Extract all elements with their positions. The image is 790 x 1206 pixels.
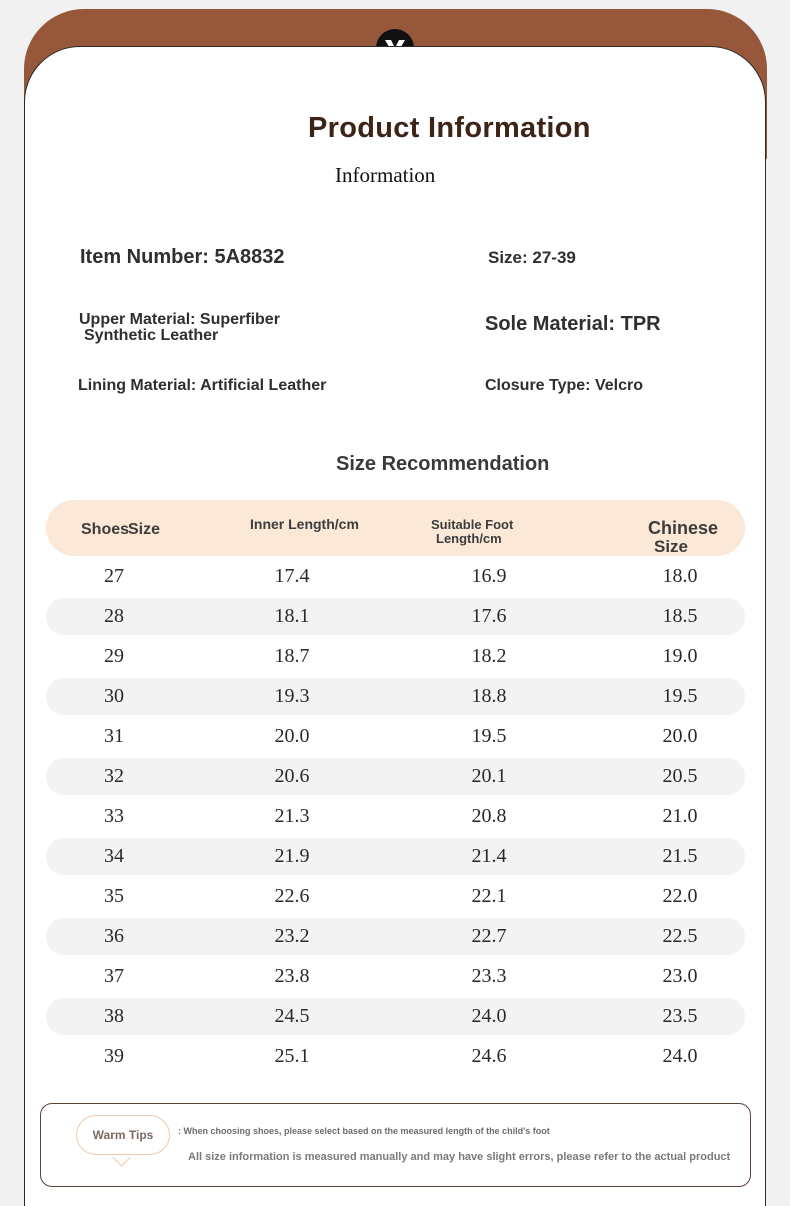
shoe-size-cell: 37 bbox=[104, 965, 124, 987]
shoe-size-cell: 36 bbox=[104, 925, 124, 947]
lining-material: Lining Material: Artificial Leather bbox=[78, 377, 327, 394]
chinese-size-cell: 20.0 bbox=[662, 725, 698, 747]
chinese-size-cell: 19.5 bbox=[662, 685, 698, 707]
table-row bbox=[46, 638, 745, 675]
page-subtitle: Information bbox=[335, 163, 436, 187]
size-table-header bbox=[46, 500, 745, 556]
foot-length-cell: 22.7 bbox=[471, 925, 507, 947]
foot-length-cell: 23.3 bbox=[471, 965, 507, 987]
foot-length-cell: 24.0 bbox=[471, 1005, 507, 1027]
foot-length-cell: 20.8 bbox=[471, 805, 507, 827]
inner-length-cell: 19.3 bbox=[274, 685, 310, 707]
page-title: Product Information bbox=[308, 112, 591, 144]
inner-length-cell: 20.0 bbox=[274, 725, 310, 747]
upper-material-line2: Synthetic Leather bbox=[84, 327, 219, 344]
header-chinese-size-line1: Chinese bbox=[648, 518, 719, 538]
foot-length-cell: 16.9 bbox=[471, 565, 507, 587]
chinese-size-cell: 19.0 bbox=[662, 645, 698, 667]
foot-length-cell: 22.1 bbox=[471, 885, 507, 907]
table-row bbox=[46, 998, 745, 1035]
closure-type: Closure Type: Velcro bbox=[485, 377, 643, 394]
foot-length-cell: 20.1 bbox=[471, 765, 507, 787]
table-row bbox=[46, 598, 745, 635]
tips-text-line1: : When choosing shoes, please select based on the measured length of the child's foot bbox=[178, 1126, 550, 1136]
size-recommendation-title: Size Recommendation bbox=[336, 453, 550, 475]
table-row bbox=[46, 558, 745, 595]
header-inner-length: Inner Length/cm bbox=[250, 516, 359, 532]
shoe-size-cell: 34 bbox=[104, 845, 124, 867]
header-foot-length-line1: Suitable Foot bbox=[431, 517, 514, 532]
table-row bbox=[46, 838, 745, 875]
table-row bbox=[46, 798, 745, 835]
table-row bbox=[46, 718, 745, 755]
inner-length-cell: 22.6 bbox=[274, 885, 310, 907]
chinese-size-cell: 22.5 bbox=[662, 925, 698, 947]
inner-length-cell: 18.7 bbox=[274, 645, 310, 667]
shoe-size-cell: 38 bbox=[104, 1005, 124, 1027]
chinese-size-cell: 21.5 bbox=[662, 845, 698, 867]
table-row bbox=[46, 878, 745, 915]
shoe-size-cell: 30 bbox=[104, 685, 124, 707]
shoe-size-cell: 31 bbox=[104, 725, 124, 747]
sole-material: Sole Material: TPR bbox=[485, 313, 661, 335]
upper-material-line1: Upper Material: Superfiber bbox=[79, 311, 280, 328]
header-chinese-size-line2: Size bbox=[654, 537, 689, 556]
foot-length-cell: 19.5 bbox=[471, 725, 507, 747]
foot-length-cell: 24.6 bbox=[471, 1045, 507, 1067]
shoe-size-cell: 28 bbox=[104, 605, 124, 627]
inner-length-cell: 21.3 bbox=[274, 805, 310, 827]
inner-length-cell: 25.1 bbox=[274, 1045, 310, 1067]
table-row bbox=[46, 958, 745, 995]
chinese-size-cell: 18.0 bbox=[662, 565, 698, 587]
warm-tips-box bbox=[40, 1103, 751, 1187]
shoe-size-cell: 29 bbox=[104, 645, 124, 667]
tips-text-line2: All size information is measured manually and may have slight errors, please refer to the actual product bbox=[188, 1151, 731, 1163]
foot-length-cell: 18.8 bbox=[471, 685, 507, 707]
table-row bbox=[46, 918, 745, 955]
shoe-size-cell: 35 bbox=[104, 885, 124, 907]
shoe-size-cell: 32 bbox=[104, 765, 124, 787]
table-row bbox=[46, 758, 745, 795]
inner-length-cell: 24.5 bbox=[274, 1005, 310, 1027]
inner-length-cell: 23.2 bbox=[274, 925, 310, 947]
header-shoe-size-b: Size bbox=[128, 521, 161, 538]
chinese-size-cell: 18.5 bbox=[662, 605, 698, 627]
shoe-size-cell: 39 bbox=[104, 1045, 124, 1067]
foot-length-cell: 18.2 bbox=[471, 645, 507, 667]
chinese-size-cell: 23.5 bbox=[662, 1005, 698, 1027]
size-range: Size: 27-39 bbox=[488, 248, 576, 267]
table-row bbox=[46, 1038, 745, 1075]
header-foot-length-line2: Length/cm bbox=[436, 531, 502, 546]
chinese-size-cell: 24.0 bbox=[662, 1045, 698, 1067]
inner-length-cell: 21.9 bbox=[274, 845, 310, 867]
chinese-size-cell: 21.0 bbox=[662, 805, 698, 827]
warm-tips-label: Warm Tips bbox=[76, 1115, 170, 1155]
chinese-size-cell: 23.0 bbox=[662, 965, 698, 987]
table-row bbox=[46, 678, 745, 715]
inner-length-cell: 20.6 bbox=[274, 765, 310, 787]
shoe-size-cell: 33 bbox=[104, 805, 124, 827]
inner-length-cell: 23.8 bbox=[274, 965, 310, 987]
inner-length-cell: 17.4 bbox=[274, 565, 310, 587]
chinese-size-cell: 22.0 bbox=[662, 885, 698, 907]
foot-length-cell: 21.4 bbox=[471, 845, 507, 867]
header-shoe-size-a: Shoes bbox=[81, 521, 130, 538]
chinese-size-cell: 20.5 bbox=[662, 765, 698, 787]
foot-length-cell: 17.6 bbox=[471, 605, 507, 627]
inner-length-cell: 18.1 bbox=[274, 605, 310, 627]
item-number: Item Number: 5A8832 bbox=[80, 246, 285, 268]
shoe-size-cell: 27 bbox=[104, 565, 124, 587]
